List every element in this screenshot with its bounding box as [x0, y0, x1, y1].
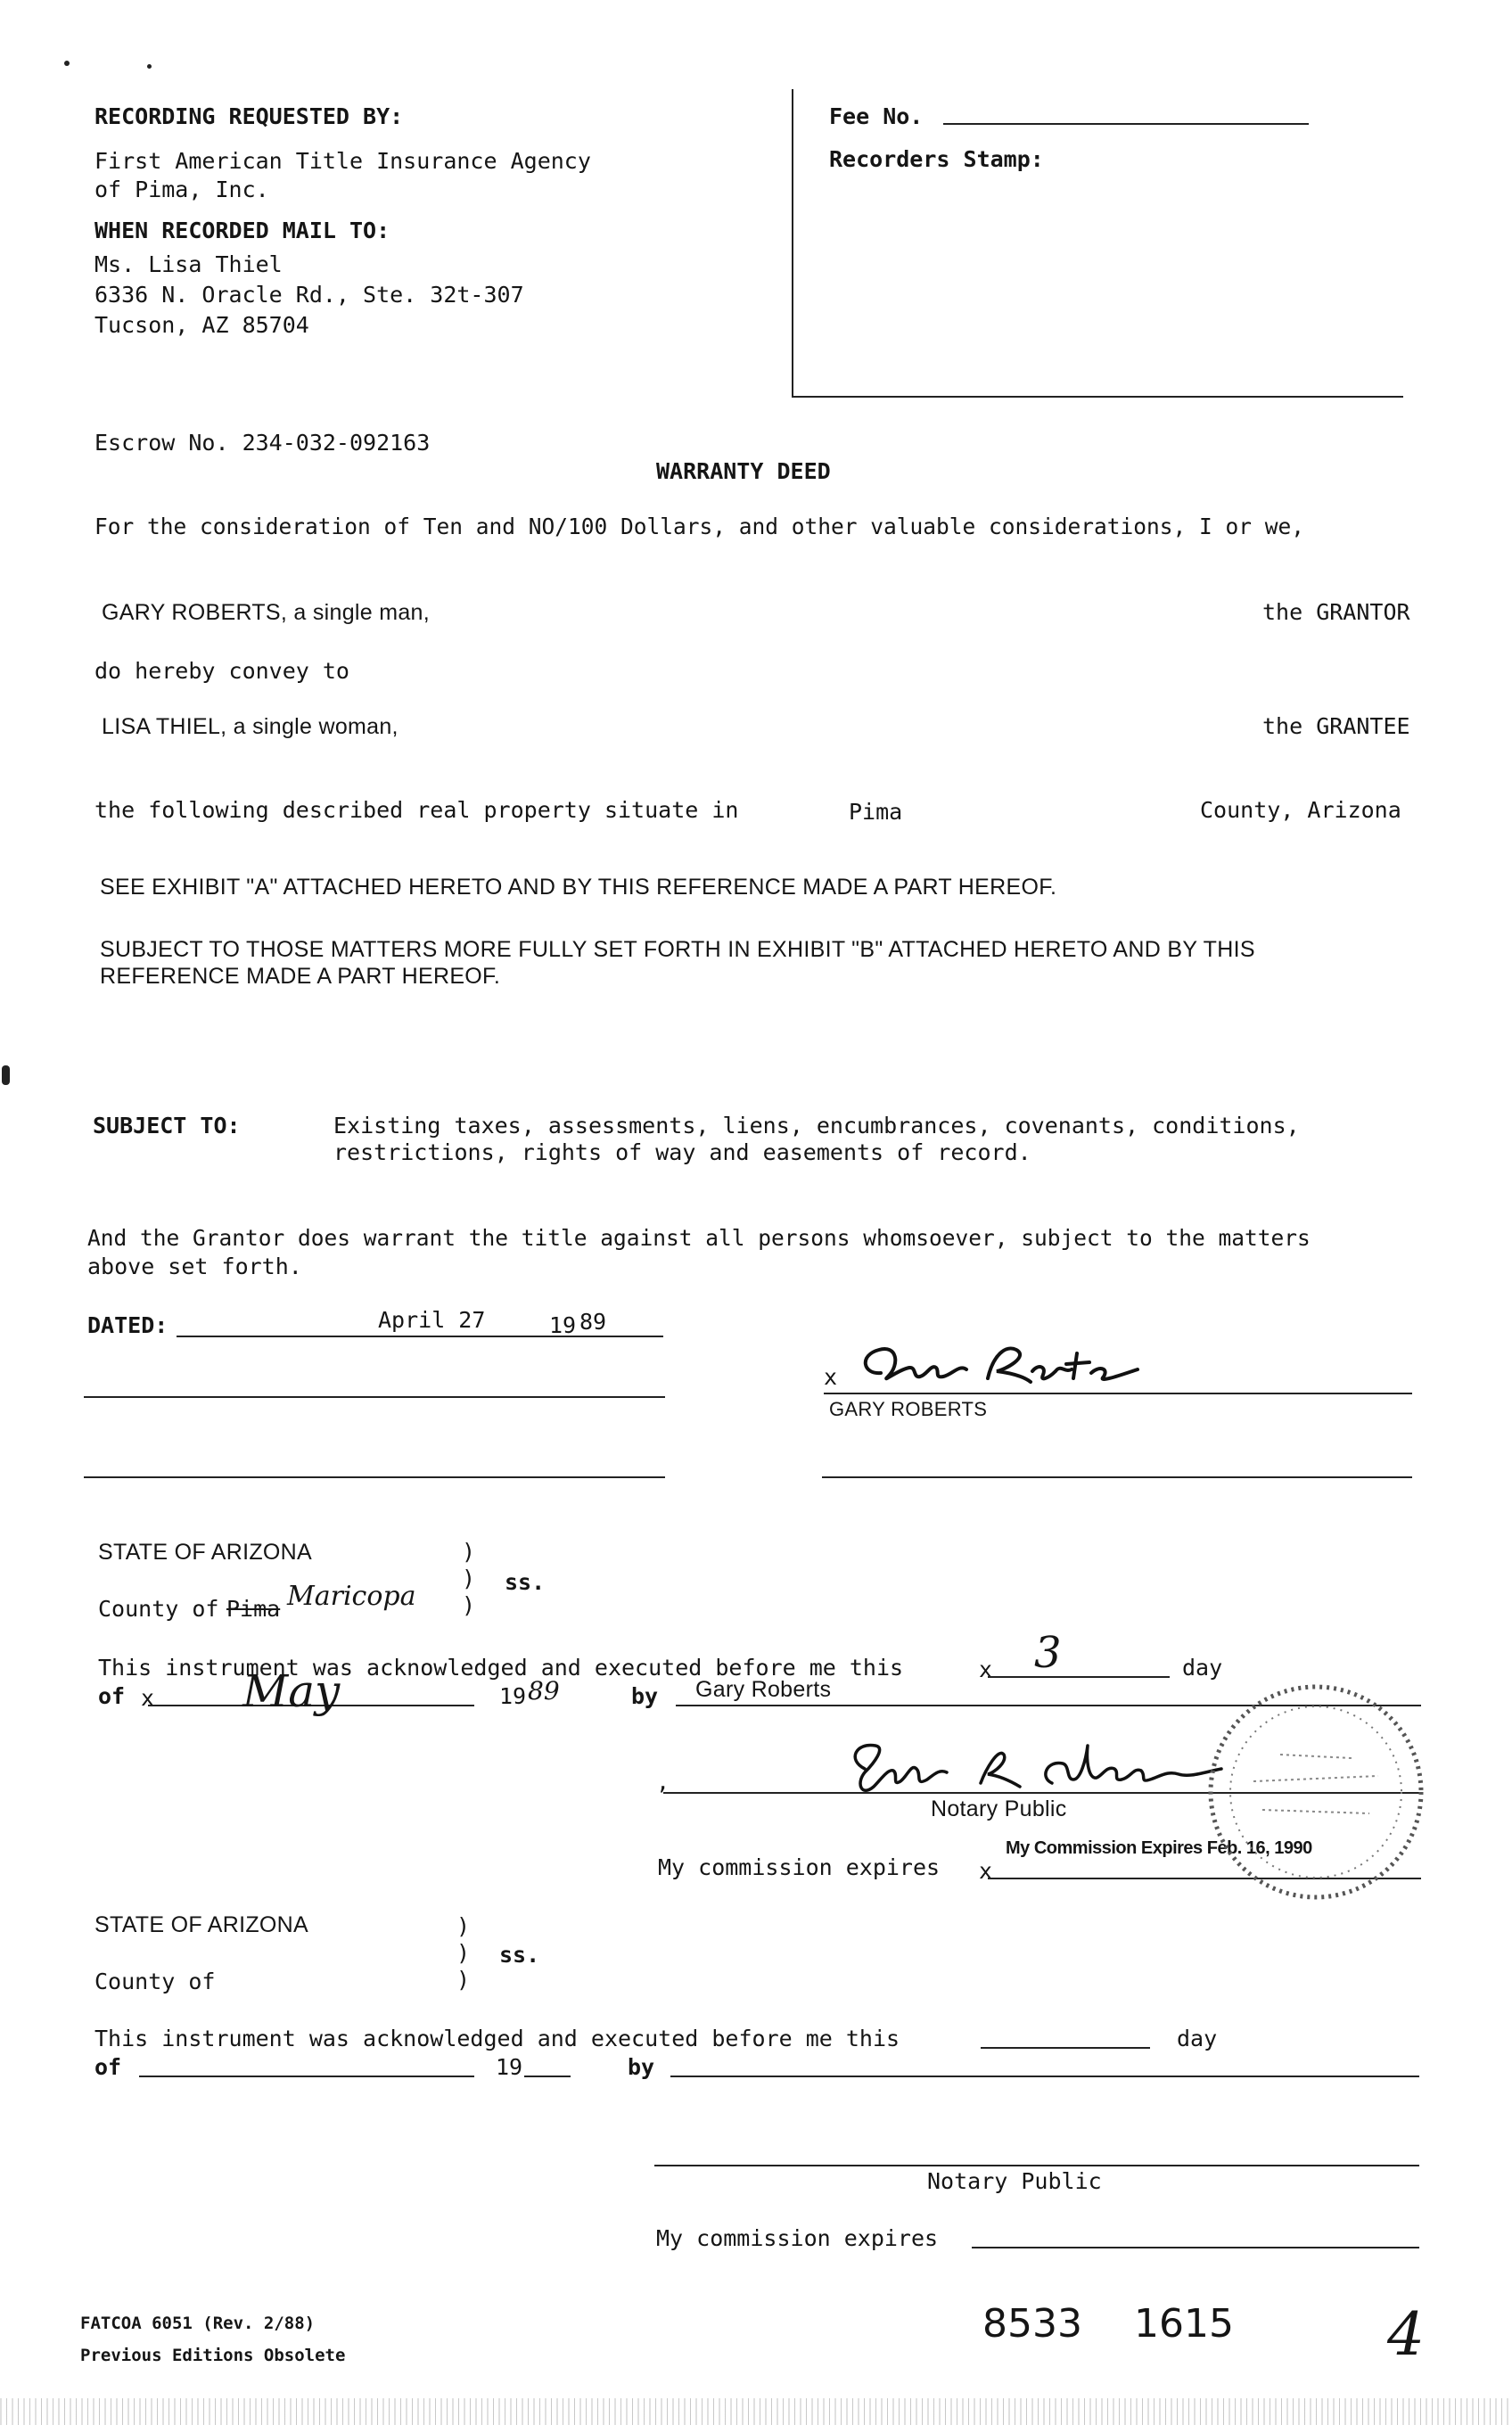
dated-label: DATED: — [87, 1312, 168, 1338]
grantor-signature — [854, 1337, 1175, 1400]
notary1-county-hand: Maricopa — [287, 1581, 416, 1612]
recorders-stamp-label: Recorders Stamp: — [829, 146, 1044, 172]
notary2-ack-text: This instrument was acknowledged and executed before me this — [94, 2026, 900, 2051]
scan-edge-noise — [0, 2398, 1512, 2425]
convey-text: do hereby convey to — [94, 658, 349, 684]
grantor-label: the GRANTOR — [1262, 599, 1410, 625]
grantee-label: the GRANTEE — [1262, 713, 1410, 739]
notary1-ss: ss. — [505, 1569, 546, 1595]
notary2-bracket: ) ) ) — [456, 1913, 471, 1993]
notary1-bracket: ) ) ) — [462, 1539, 476, 1618]
notary2-year-prefix: 19 — [496, 2054, 523, 2080]
mail-city: Tucson, AZ 85704 — [94, 312, 309, 338]
notary1-day-line — [988, 1676, 1170, 1678]
county-state: County, Arizona — [1200, 797, 1401, 823]
exhibit-b-line-2: REFERENCE MADE A PART HEREOF. — [100, 964, 501, 989]
exhibit-b-line-1: SUBJECT TO THOSE MATTERS MORE FULLY SET FORTH IN EXHIBIT "B" ATTACHED HERETO AND BY THIS — [100, 937, 1255, 962]
notary1-commission-label: My commission expires — [658, 1854, 941, 1880]
notary1-of-label: of — [98, 1683, 126, 1709]
header-divider — [792, 89, 793, 397]
scan-speck — [2, 1065, 10, 1085]
previous-editions: Previous Editions Obsolete — [80, 2346, 346, 2365]
dated-value: April 27 — [378, 1307, 486, 1333]
notary1-year-value: 89 — [528, 1676, 560, 1706]
signature-line-left-1 — [84, 1396, 665, 1398]
page-number: 1615 — [1134, 2301, 1234, 2347]
notary2-commission-line — [972, 2247, 1419, 2248]
warrant-line-2: above set forth. — [87, 1254, 302, 1279]
form-number: FATCOA 6051 (Rev. 2/88) — [80, 2314, 316, 2333]
warrant-line-1: And the Grantor does warrant the title against all persons whomsoever, subject to the matters — [87, 1225, 1311, 1251]
docket-number: 8533 — [982, 2301, 1082, 2347]
notary1-by-value: Gary Roberts — [695, 1677, 832, 1702]
notary1-commission-x: x — [979, 1858, 993, 1884]
mail-name: Ms. Lisa Thiel — [94, 251, 283, 277]
scan-speck — [64, 61, 70, 66]
dated-year: 89 — [579, 1309, 607, 1335]
dated-line — [177, 1336, 663, 1337]
signature-line-right-2 — [822, 1476, 1412, 1478]
recording-requested-label: RECORDING REQUESTED BY: — [94, 103, 404, 129]
notary1-by-label: by — [631, 1683, 659, 1709]
requester-line-1: First American Title Insurance Agency — [94, 148, 591, 174]
requester-line-2: of Pima, Inc. — [94, 177, 269, 202]
notary1-ack-text: This instrument was acknowledged and executed before me this — [98, 1655, 904, 1681]
dated-year-prefix: 19 — [549, 1312, 577, 1338]
notary1-county-struck: Pima — [226, 1596, 281, 1622]
signature-line-left-2 — [84, 1476, 665, 1478]
notary2-day-label: day — [1177, 2026, 1218, 2051]
grantee-name: LISA THIEL, a single woman, — [102, 714, 399, 739]
notary1-month-value: May — [242, 1665, 341, 1717]
subject-to-line-2: restrictions, rights of way and easements of record. — [333, 1139, 1031, 1165]
notary2-ss: ss. — [499, 1942, 540, 1968]
scan-speck — [147, 64, 152, 69]
header-bottom-rule — [792, 396, 1403, 398]
notary2-by-line — [670, 2076, 1419, 2077]
consideration-text: For the consideration of Ten and NO/100 Dollars, and other valuable considerations, I or we, — [94, 514, 1305, 539]
notary-seal — [1200, 1676, 1432, 1908]
mail-street: 6336 N. Oracle Rd., Ste. 32t-307 — [94, 282, 524, 308]
notary1-day-label: day — [1182, 1655, 1223, 1681]
subject-to-label: SUBJECT TO: — [93, 1113, 241, 1139]
notary2-county-label: County of — [94, 1969, 216, 1994]
notary2-month-line — [139, 2076, 474, 2077]
mail-to-label: WHEN RECORDED MAIL TO: — [94, 218, 390, 243]
notary1-notary-public: Notary Public — [931, 1796, 1067, 1821]
notary1-day-x: x — [979, 1656, 993, 1682]
property-situate-text: the following described real property situate in — [94, 797, 739, 823]
escrow-number: Escrow No. 234-032-092163 — [94, 430, 431, 456]
notary2-year-line — [524, 2076, 571, 2077]
exhibit-a-text: SEE EXHIBIT "A" ATTACHED HERETO AND BY THIS REFERENCE MADE A PART HEREOF. — [100, 875, 1057, 900]
notary2-notary-public: Notary Public — [927, 2168, 1102, 2194]
notary1-state: STATE OF ARIZONA — [98, 1540, 313, 1565]
fee-no-line — [943, 123, 1309, 125]
notary2-state: STATE OF ARIZONA — [94, 1912, 309, 1937]
notary2-by-label: by — [628, 2054, 655, 2080]
fee-no-label: Fee No. — [829, 103, 924, 129]
grantor-name: GARY ROBERTS, a single man, — [102, 600, 430, 625]
notary1-signature-x: , — [656, 1769, 670, 1795]
notary2-commission-label: My commission expires — [656, 2225, 939, 2251]
notary2-day-line — [981, 2047, 1150, 2049]
notary1-year-prefix: 19 — [499, 1683, 527, 1709]
signer-name: GARY ROBERTS — [829, 1398, 988, 1420]
notary1-commission-value: My Commission Expires Feb. 16, 1990 — [1006, 1838, 1312, 1858]
notary1-day-value: 3 — [1034, 1628, 1062, 1678]
notary2-signature-line — [654, 2165, 1419, 2166]
deed-title: WARRANTY DEED — [656, 458, 831, 484]
notary2-of-label: of — [94, 2054, 122, 2080]
notary1-county-label: County of — [98, 1596, 219, 1622]
county-value: Pima — [849, 799, 903, 825]
subject-to-line-1: Existing taxes, assessments, liens, encumbrances, covenants, conditions, — [333, 1113, 1300, 1139]
signer-x-mark: x — [824, 1364, 838, 1390]
corner-mark: 4 — [1387, 2300, 1425, 2369]
notary1-of-x: x — [141, 1685, 155, 1711]
